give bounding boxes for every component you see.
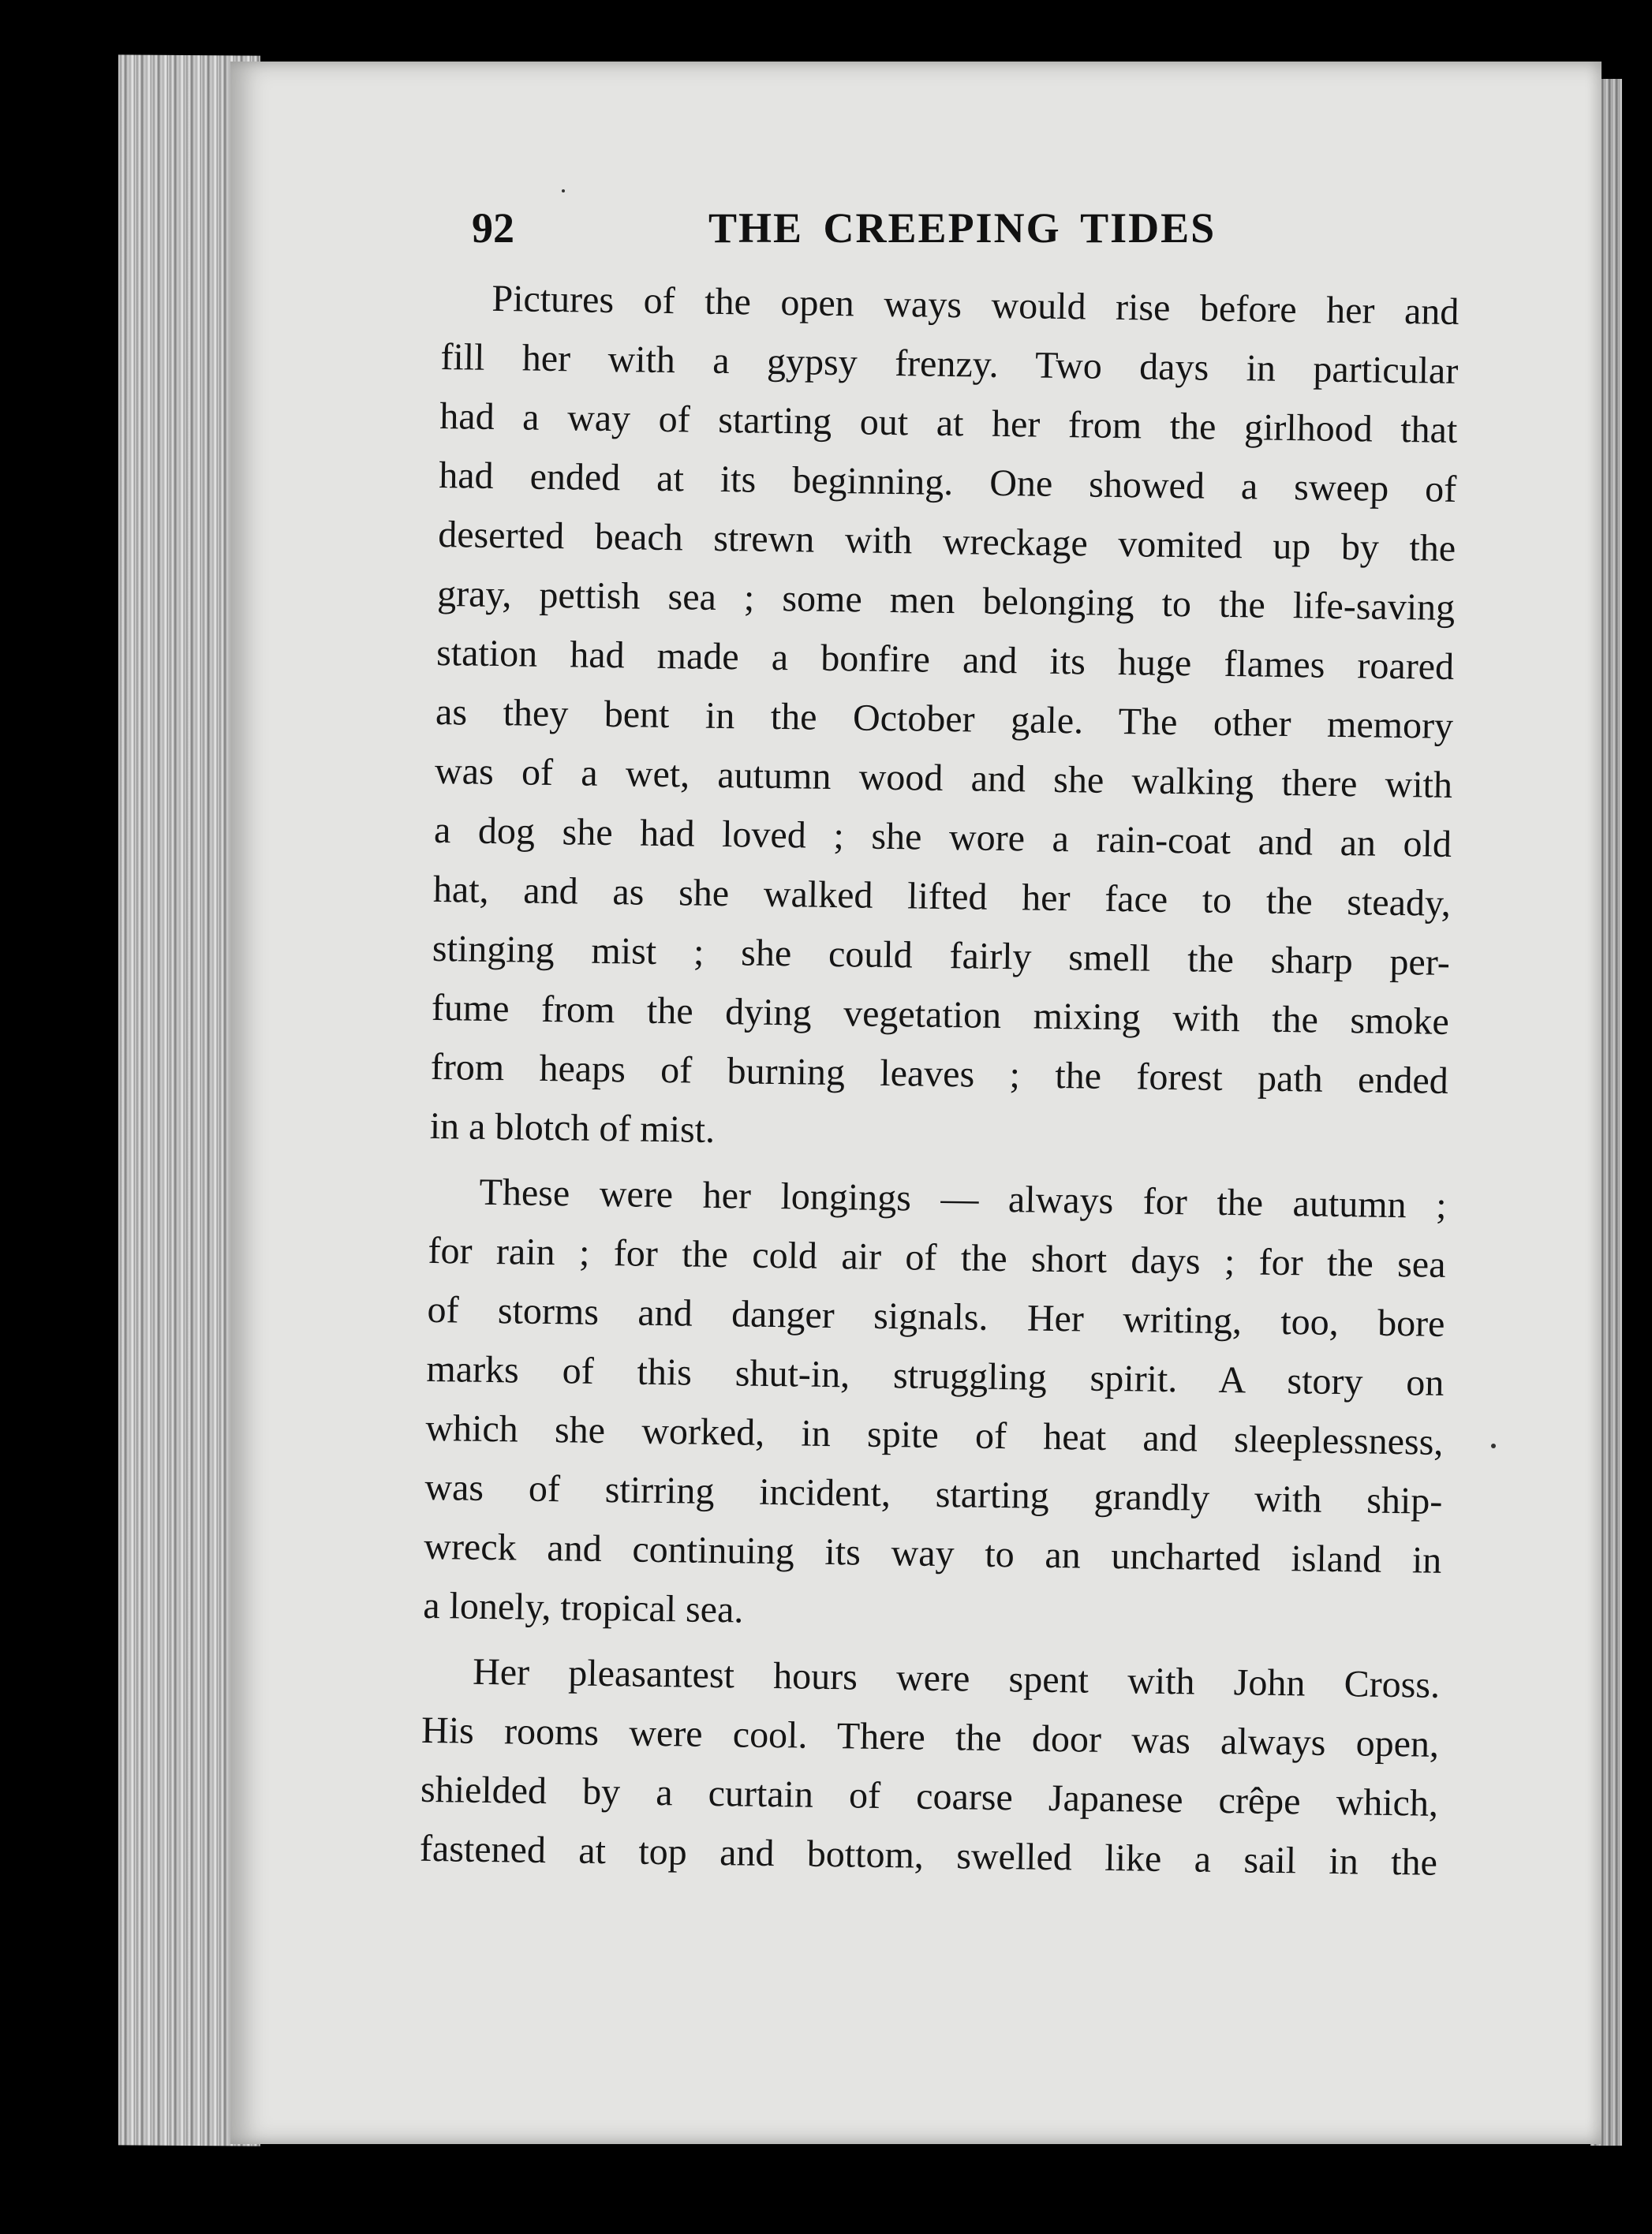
text-line: Pictures of the open ways would rise before her and xyxy=(491,277,1460,334)
text-line: as they bent in the October gale. The other memory xyxy=(435,690,1454,747)
text-line: wreck and continuing its way to an uncharted island in xyxy=(424,1525,1442,1582)
text-line: which she worked, in spite of heat and sleeplessness, xyxy=(425,1407,1444,1463)
text-line: was of a wet, autumn wood and she walking there with xyxy=(434,749,1453,806)
text-line: shielded by a curtain of coarse Japanese crêpe which, xyxy=(420,1768,1439,1825)
paragraph-2 xyxy=(423,1162,1447,1649)
paragraph-1 xyxy=(429,268,1460,1170)
text-line: marks of this shut-in, struggling spirit. A story on xyxy=(426,1347,1445,1404)
body-text xyxy=(419,268,1459,1899)
text-line: deserted beach strewn with wreckage vomited up by the xyxy=(437,513,1456,570)
page-number: 92 xyxy=(472,204,514,252)
scan-speck xyxy=(562,189,565,192)
text-line: These were her longings — always for the autumn ; xyxy=(479,1171,1447,1227)
scan-speck xyxy=(1491,1444,1496,1448)
text-line: fastened at top and bottom, swelled like a sail in the xyxy=(419,1827,1438,1884)
text-line: for rain ; for the cold air of the short days ; for the sea xyxy=(428,1229,1446,1286)
text-line: fill her with a gypsy frenzy. Two days in particular xyxy=(440,335,1459,392)
text-line: a dog she had loved ; she wore a rain-coat and an old xyxy=(433,809,1452,865)
text-line: had ended at its beginning. One showed a sweep of xyxy=(438,454,1457,510)
text-line: had a way of starting out at her from the girlhood that xyxy=(439,394,1458,451)
text-line: gray, pettish sea ; some men belonging to the life-saving xyxy=(436,572,1456,629)
text-line: from heaps of burning leaves ; the forest path ended xyxy=(430,1045,1449,1102)
paragraph-3 xyxy=(420,1642,1441,1892)
text-line: stinging mist ; she could fairly smell the sharp per- xyxy=(432,927,1451,984)
page-header xyxy=(472,204,1261,267)
text-line: in a blotch of mist. xyxy=(429,1104,716,1151)
text-line: a lonely, tropical sea. xyxy=(422,1584,744,1631)
text-line: Her pleasantest hours were spent with John Cross. xyxy=(472,1650,1441,1706)
text-line: His rooms were cool. There the door was always open, xyxy=(420,1709,1440,1765)
text-line: fume from the dying vegetation mixing with the smoke xyxy=(431,986,1450,1043)
text-line: was of stirring incident, starting grandly with ship- xyxy=(424,1466,1443,1522)
text-line: of storms and danger signals. Her writing, too, bore xyxy=(427,1288,1445,1345)
text-line: hat, and as she walked lifted her face to the steady, xyxy=(432,868,1452,925)
running-title: THE CREEPING TIDES xyxy=(708,204,1217,252)
text-line: station had made a bonfire and its huge flames roared xyxy=(435,631,1455,688)
